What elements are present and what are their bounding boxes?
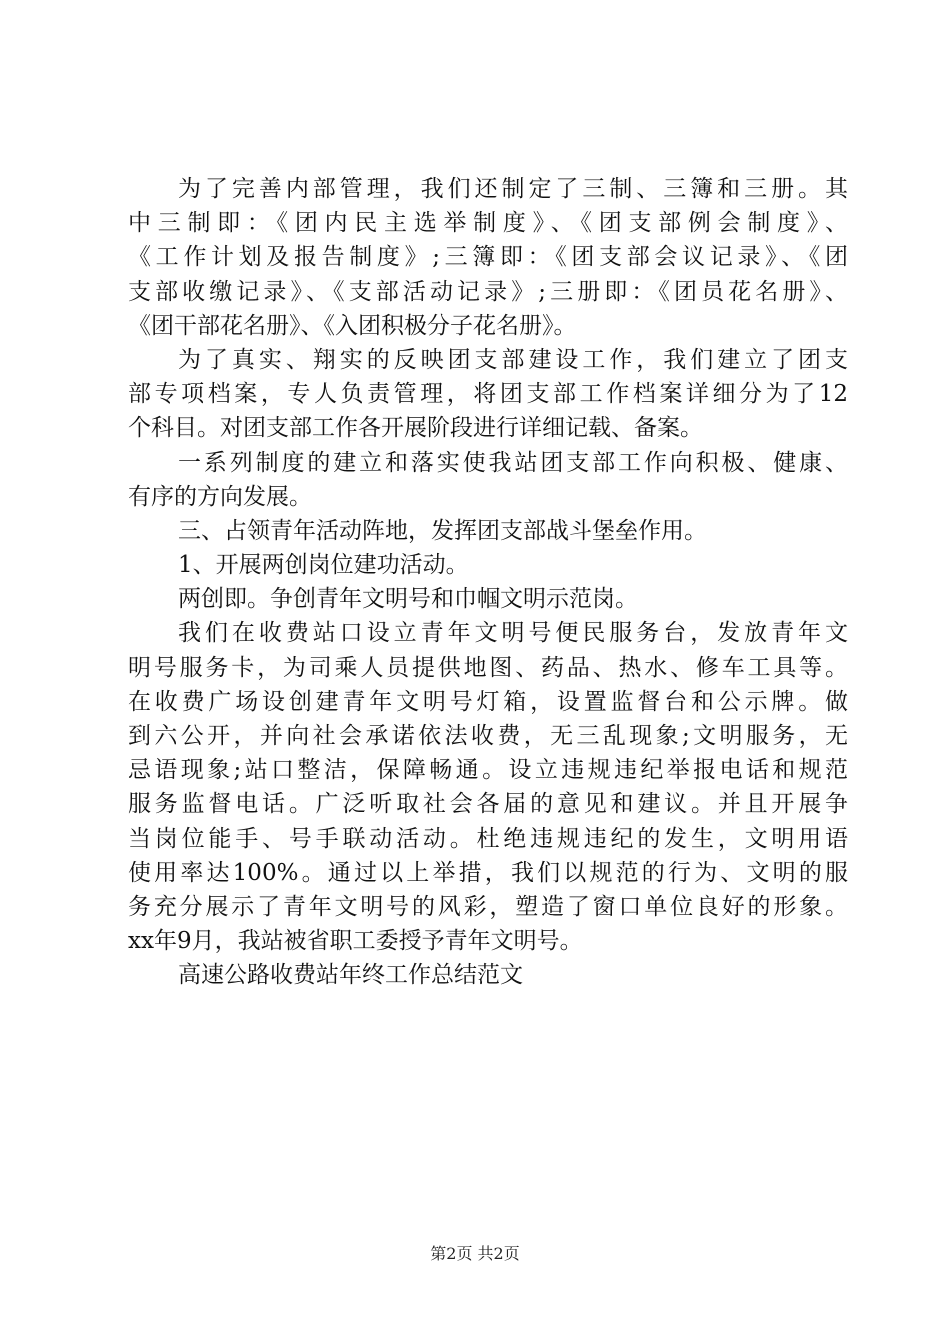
- text-line: xx年9月，我站被省职工委授予青年文明号。: [128, 928, 583, 955]
- text-line: 明号服务卡，为司乘人员提供地图、药品、热水、修车工具等。: [128, 654, 848, 681]
- text-line: 个科目。对团支部工作各开展阶段进行详细记载、备案。: [128, 415, 703, 442]
- text-line: 《团干部花名册》、《入团积极分子花名册》。: [128, 312, 577, 339]
- text-line: 到六公开，并向社会承诺依法收费，无三乱现象;文明服务，无: [128, 723, 848, 749]
- text-line: 服务监督电话。广泛听取社会各届的意见和建议。并且开展争: [128, 791, 848, 818]
- text-line: 中三制即：《团内民主选举制度》、《团支部例会制度》、: [128, 210, 848, 237]
- section-heading: 三、占领青年活动阵地，发挥团支部战斗堡垒作用。: [178, 517, 707, 544]
- text-line: 部专项档案，专人负责管理，将团支部工作档案详细分为了12: [128, 381, 848, 408]
- text-line: 我们在收费站口设立青年文明号便民服务台，发放青年文: [178, 620, 848, 647]
- text-line: 当岗位能手、号手联动活动。杜绝违规违纪的发生，文明用语: [128, 825, 848, 852]
- text-line: 使用率达100%。通过以上举措，我们以规范的行为、文明的服: [128, 859, 848, 886]
- text-line: 《工作计划及报告制度》;三簿即：《团支部会议记录》、《团: [128, 244, 848, 271]
- text-line: 一系列制度的建立和落实使我站团支部工作向积极、健康、: [178, 449, 848, 476]
- text-line: 为了真实、翔实的反映团支部建设工作，我们建立了团支: [178, 346, 848, 373]
- document-title-line: 高速公路收费站年终工作总结范文: [178, 962, 523, 989]
- text-line: 在收费广场设创建青年文明号灯箱，设置监督台和公示牌。做: [128, 688, 848, 715]
- text-line: 务充分展示了青年文明号的风彩，塑造了窗口单位良好的形象。: [128, 893, 848, 920]
- text-line: 两创即。争创青年文明号和巾帼文明示范岗。: [178, 586, 638, 613]
- page-number: 第2页 共2页: [430, 1244, 520, 1263]
- text-line: 忌语现象;站口整洁，保障畅通。设立违规违纪举报电话和规范: [128, 757, 848, 784]
- text-line: 有序的方向发展。: [128, 483, 312, 510]
- text-line: 支部收缴记录》、《支部活动记录》;三册即：《团员花名册》、: [128, 278, 848, 305]
- document-body: [128, 172, 848, 993]
- text-line: 为了完善内部管理，我们还制定了三制、三簿和三册。其: [178, 176, 848, 202]
- subsection-heading: 1、开展两创岗位建功活动。: [178, 552, 469, 579]
